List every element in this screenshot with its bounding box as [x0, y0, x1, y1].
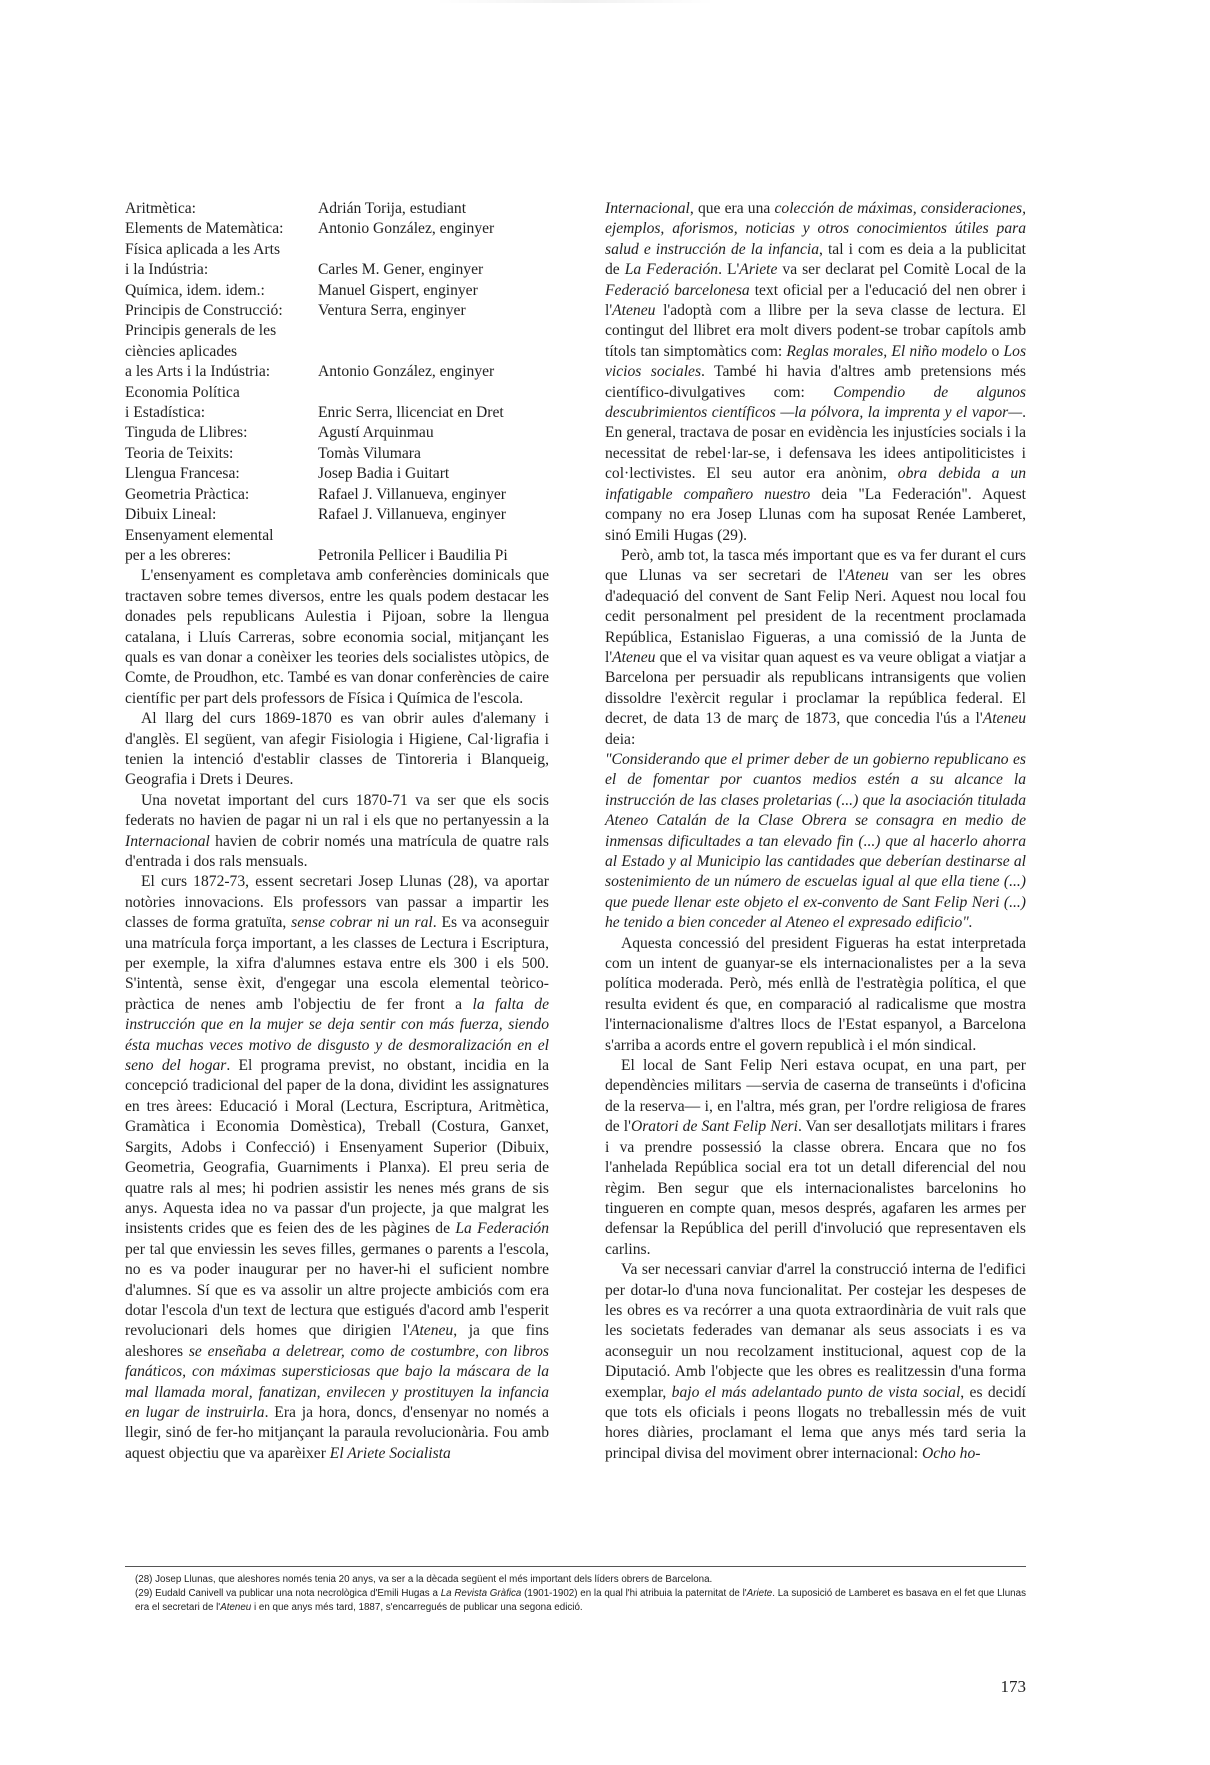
paragraph: El local de Sant Felip Neri estava ocupat, en una part, per dependències militars —servia de caserna de transeünts i d'oficina de la reserva— i, en l'altra, més gran, per l'ordre religiosa de frares de l'Oratori de Sant Felip Neri. Van ser desallotjats militars i frares i va prendre possessió la classe obrera. Encara que no fos l'anhelada República social era tot un detall diferencial del nou règim. Ben segur que els internacionalistes barcelonins ho tingueren en compte quan, mesos després, agafaren les armes per defensar la República del perill d'involució que representaven els carlins. [605, 1057, 1027, 1258]
subject-label: Geometria Pràctica: [125, 485, 250, 503]
subject-label: Elements de Matemàtica: [125, 220, 284, 238]
paragraph: Va ser necessari canviar d'arrel la construcció interna de l'edifici per dotar-lo d'una nova funcionalitat. Per costejar les despeses de les obres es va recórrer a una quota extraordinària de vuit rals que les societats federades van demanar als seus associats i es va aconseguir un nou recolzament institucional, aquest cop de la Diputació. Amb l'objecte que les obres es realitzessin d'una forma exemplar, bajo el más adelantado punto de vista social, es decidí que tots els oficials i peons llogats no treballessin més de vuit hores diàries, proclamant el lema que anys més tard seria la principal divisa del moviment obrer internacional: Ocho ho- [605, 1261, 1026, 1462]
decree-quote: "Considerando que el primer deber de un gobierno republicano es el de fomentar por cuantos medios estén a su alcance la instrucción de las clases proletarias (...) que la asociación titulada Ateneo Catalán de la Clase Obrera se consagra en medio de inmensas dificultades a tan elevado fin (...) que al hacerlo ahorra al Estado y al Municipio las cantidades que deberían destinarse al sostenimiento de un número de escuelas igual al que ella tiene (...) que puede llenar este objeto el ex-convento de Sant Felip Neri (...) he tenido a bien conceder al Ateneo el expresado edificio". [605, 750, 1026, 932]
paragraph: L'ensenyament es completava amb conferències dominicals que tractaven sobre temes diversos, entre les quals podem destacar les donades pels republicans Aulestia i Pijoan, sobre la llengua catalana, i Lluís Carreras, sobre economia social, mitjançant les quals es van donar a conèixer les teories dels socialistes utòpics, de Comte, de Proudhon, etc. També es van donar conferències de caire científic per part dels professors de Física i Química de l'escola. [125, 567, 549, 707]
paragraph: Una novetat important del curs 1870-71 va ser que els socis federats no havien de pagar ni un ral i els que no pertanyessin a la Internacional havien de cobrir només una matrícula de quatre rals d'entrada i dos rals mensuals. [125, 791, 549, 870]
teacher-name: Enric Serra, llicenciat en Dret [318, 404, 504, 422]
subject-label: a les Arts i la Indústria: [125, 363, 271, 381]
subject-label: Llengua Francesa: [125, 465, 240, 483]
teacher-name [318, 321, 549, 341]
subject-label: Dibuix Lineal: [125, 506, 217, 524]
right-column [605, 199, 1026, 1464]
subject-label: per a les obreres: [125, 546, 232, 564]
paragraph: Però, amb tot, la tasca més important que es va fer durant el curs que Llunas va ser secretari de l'Ateneu van ser les obres d'adequació del convent de Sant Felip Neri. Aquest nou local fou cedit personalment pel president de la recentment proclamada República, Estanislao Figueras, a una comissió de la Junta de l'Ateneu que el va visitar quan aquest es va veure obligat a viatjar a Barcelona per persuadir als republicans intransigents que volien dissoldre l'exèrcit regular i proclamar la república federal. El decret, de data 13 de març de 1873, que concedia l'ús a l'Ateneu deia: [605, 546, 1026, 748]
page-number: 173 [1000, 1677, 1026, 1696]
teacher-name: Adrián Torija, estudiant [318, 200, 467, 217]
teacher-name: Antonio González, enginyer [318, 220, 495, 238]
footnote-29: (29) Eudald Canivell va publicar una nota necrològica d'Emili Hugas a La Revista Gràfica (1901-1902) en la qual l'hi atribuia la paternitat de l'Ariete. La suposició de Lamberet es basava en el fet que Llunas era el secretari de l'Ateneu i en que anys més tard, 1887, s'encarregués de publicar una segona edició. [135, 1588, 1026, 1613]
subject-label: Tinguda de Llibres: [125, 424, 248, 442]
teacher-name [318, 383, 549, 403]
teacher-name [318, 342, 549, 362]
subject-label: Principis generals de les [125, 322, 277, 340]
subject-label: Principis de Construcció: [125, 302, 283, 320]
teacher-name: Josep Badia i Guitart [318, 465, 450, 483]
subject-label: Teoria de Teixits: [125, 444, 234, 462]
teacher-name: Carles M. Gener, enginyer [318, 261, 484, 279]
teacher-name: Rafael J. Villanueva, enginyer [318, 485, 507, 503]
paragraph: Internacional, que era una colección de máximas, consideraciones, ejemplos, aforismos, noticias y otros conocimientos útiles para salud e instrucción de la infancia, tal i com es deia a la publicitat de La Federación. L'Ariete va ser declarat pel Comitè Local de la Federació barcelonesa text oficial per a l'educació del nen obrer i l'Ateneu l'adoptà com a llibre per la seva classe de lectura. El contingut del llibret era molt divers podent-se trobar capítols amb títols tan simptomàtics com: Reglas morales, El niño modelo o Los vicios sociales. També hi havia d'altres amb pretensions més científico-divulgatives com: Compendio de algunos descubrimientos científicos —la pólvora, la imprenta y el vapor—. En general, tractava de posar en evidència les injustícies socials i la necessitat de rebel·lar-se, i defensava les idees antipoliticistes i col·lectivistes. El seu autor era anònim, obra debida a un infatigable compañero nuestro deia "La Federación". Aquest company no era Josep Llunas com ha suposat Renée Lamberet, sinó Emili Hugas (29). [605, 200, 1027, 544]
teacher-name: Manuel Gispert, enginyer [318, 281, 478, 299]
footnote-divider [125, 1566, 1026, 1567]
subject-label: Física aplicada a les Arts [125, 240, 281, 258]
subject-label: Economia Política [125, 383, 240, 401]
paragraph: Al llarg del curs 1869-1870 es van obrir aules d'alemany i d'anglès. El següent, van afegir Fisiologia i Higiene, Cal·ligrafia i tenien la intenció d'establir classes de Tintoreria i Blanqueig, Geografia i Drets i Deures. [125, 710, 549, 789]
teacher-name: Agustí Arquinmau [318, 424, 434, 442]
subject-label: Ensenyament elemental [125, 526, 274, 544]
subject-label: ciències aplicades [125, 342, 238, 360]
teacher-name: Petronila Pellicer i Baudilia Pi [318, 546, 508, 564]
paragraph: El curs 1872-73, essent secretari Josep Llunas (28), va aportar notòries innovacions. Els professors van passar a impartir les classes de forma gratuïta, sense cobrar ni un ral. Es va aconseguir una matrícula força important, a les classes de Lectura i Escriptura, per exemple, la xifra d'alumnes estava entre els 300 i els 500. S'intentà, sense èxit, d'engegar una escola elemental teòrico-pràctica de nenes amb l'objectiu de fer front a la falta de instrucción que en la mujer se deja sentir con más fuerza, siendo ésta muchas veces motivo de disgusto y de desmoralización en el seno del hogar. El programa previst, no obstant, incidia en la concepció tradicional del paper de la dona, dividint les assignatures en tres àrees: Educació i Moral (Lectura, Escriptura, Aritmètica, Gramàtica i Economia Domèstica), Treball (Costura, Ganxet, Sargits, Adobs i Confecció) i Ensenyament Superior (Dibuix, Geometria, Geografia, Guarniments i Planxa). El preu seria de quatre rals al mes; hi podrien assistir les nenes més grans de sis anys. Aquesta idea no va passar d'un projecte, ja que malgrat les insistents crides que es feien des de les pàgines de La Federación per tal que enviessin les seves filles, germanes o parents a l'escola, no es va poder inaugurar per no haver-hi el suficient nombre d'alumnes. Sí que es va assolir un altre projecte ambiciós com era dotar l'escola d'un text de lectura que estigués d'acord amb l'esperit revolucionari dels homes que dirigien l'Ateneu, ja que fins aleshores se enseñaba a deletrear, como de costumbre, con libros fanáticos, con máximas supersticiosas que bajo la máscara de la mal llamada moral, fanatizan, envilecen y prostituyen la infancia en lugar de instruirla. Era ja hora, doncs, d'ensenyar no només a llegir, sinó de fer-ho mitjançant la paraula revolucionària. Fou amb aquest objectiu que va aparèixer El Ariete Socialista [125, 873, 550, 1462]
scan-smudge [435, 0, 715, 3]
paragraph: Aquesta concessió del president Figueras ha estat interpretada com un intent de guanyar-se els internacionalistes per a la seva política moderada. Però, més enllà de l'estratègia política, el que resulta evident és que, en comparació al radicalisme que mostra l'internacionalisme d'altres llocs de l'Estat espanyol, a Barcelona s'arriba a acords entre el govern republicà i el món sindical. [605, 934, 1026, 1054]
left-column [125, 199, 549, 1464]
subjects-table [125, 199, 549, 566]
footnotes [135, 1573, 1026, 1615]
footnote-28: (28) Josep Llunas, que aleshores només tenia 20 anys, va ser a la dècada següent el més important dels líders obrers de Barcelona. [135, 1574, 713, 1585]
teacher-name: Tomàs Vilumara [318, 444, 421, 462]
subject-label: i la Indústria: [125, 261, 209, 279]
teacher-name [318, 526, 549, 546]
teacher-name: Ventura Serra, enginyer [318, 302, 466, 320]
subject-label: i Estadística: [125, 404, 206, 422]
teacher-name [318, 240, 549, 260]
subject-label: Química, idem. idem.: [125, 281, 265, 299]
teacher-name: Antonio González, enginyer [318, 363, 495, 381]
subject-label: Aritmètica: [125, 200, 197, 217]
teacher-name: Rafael J. Villanueva, enginyer [318, 506, 507, 524]
